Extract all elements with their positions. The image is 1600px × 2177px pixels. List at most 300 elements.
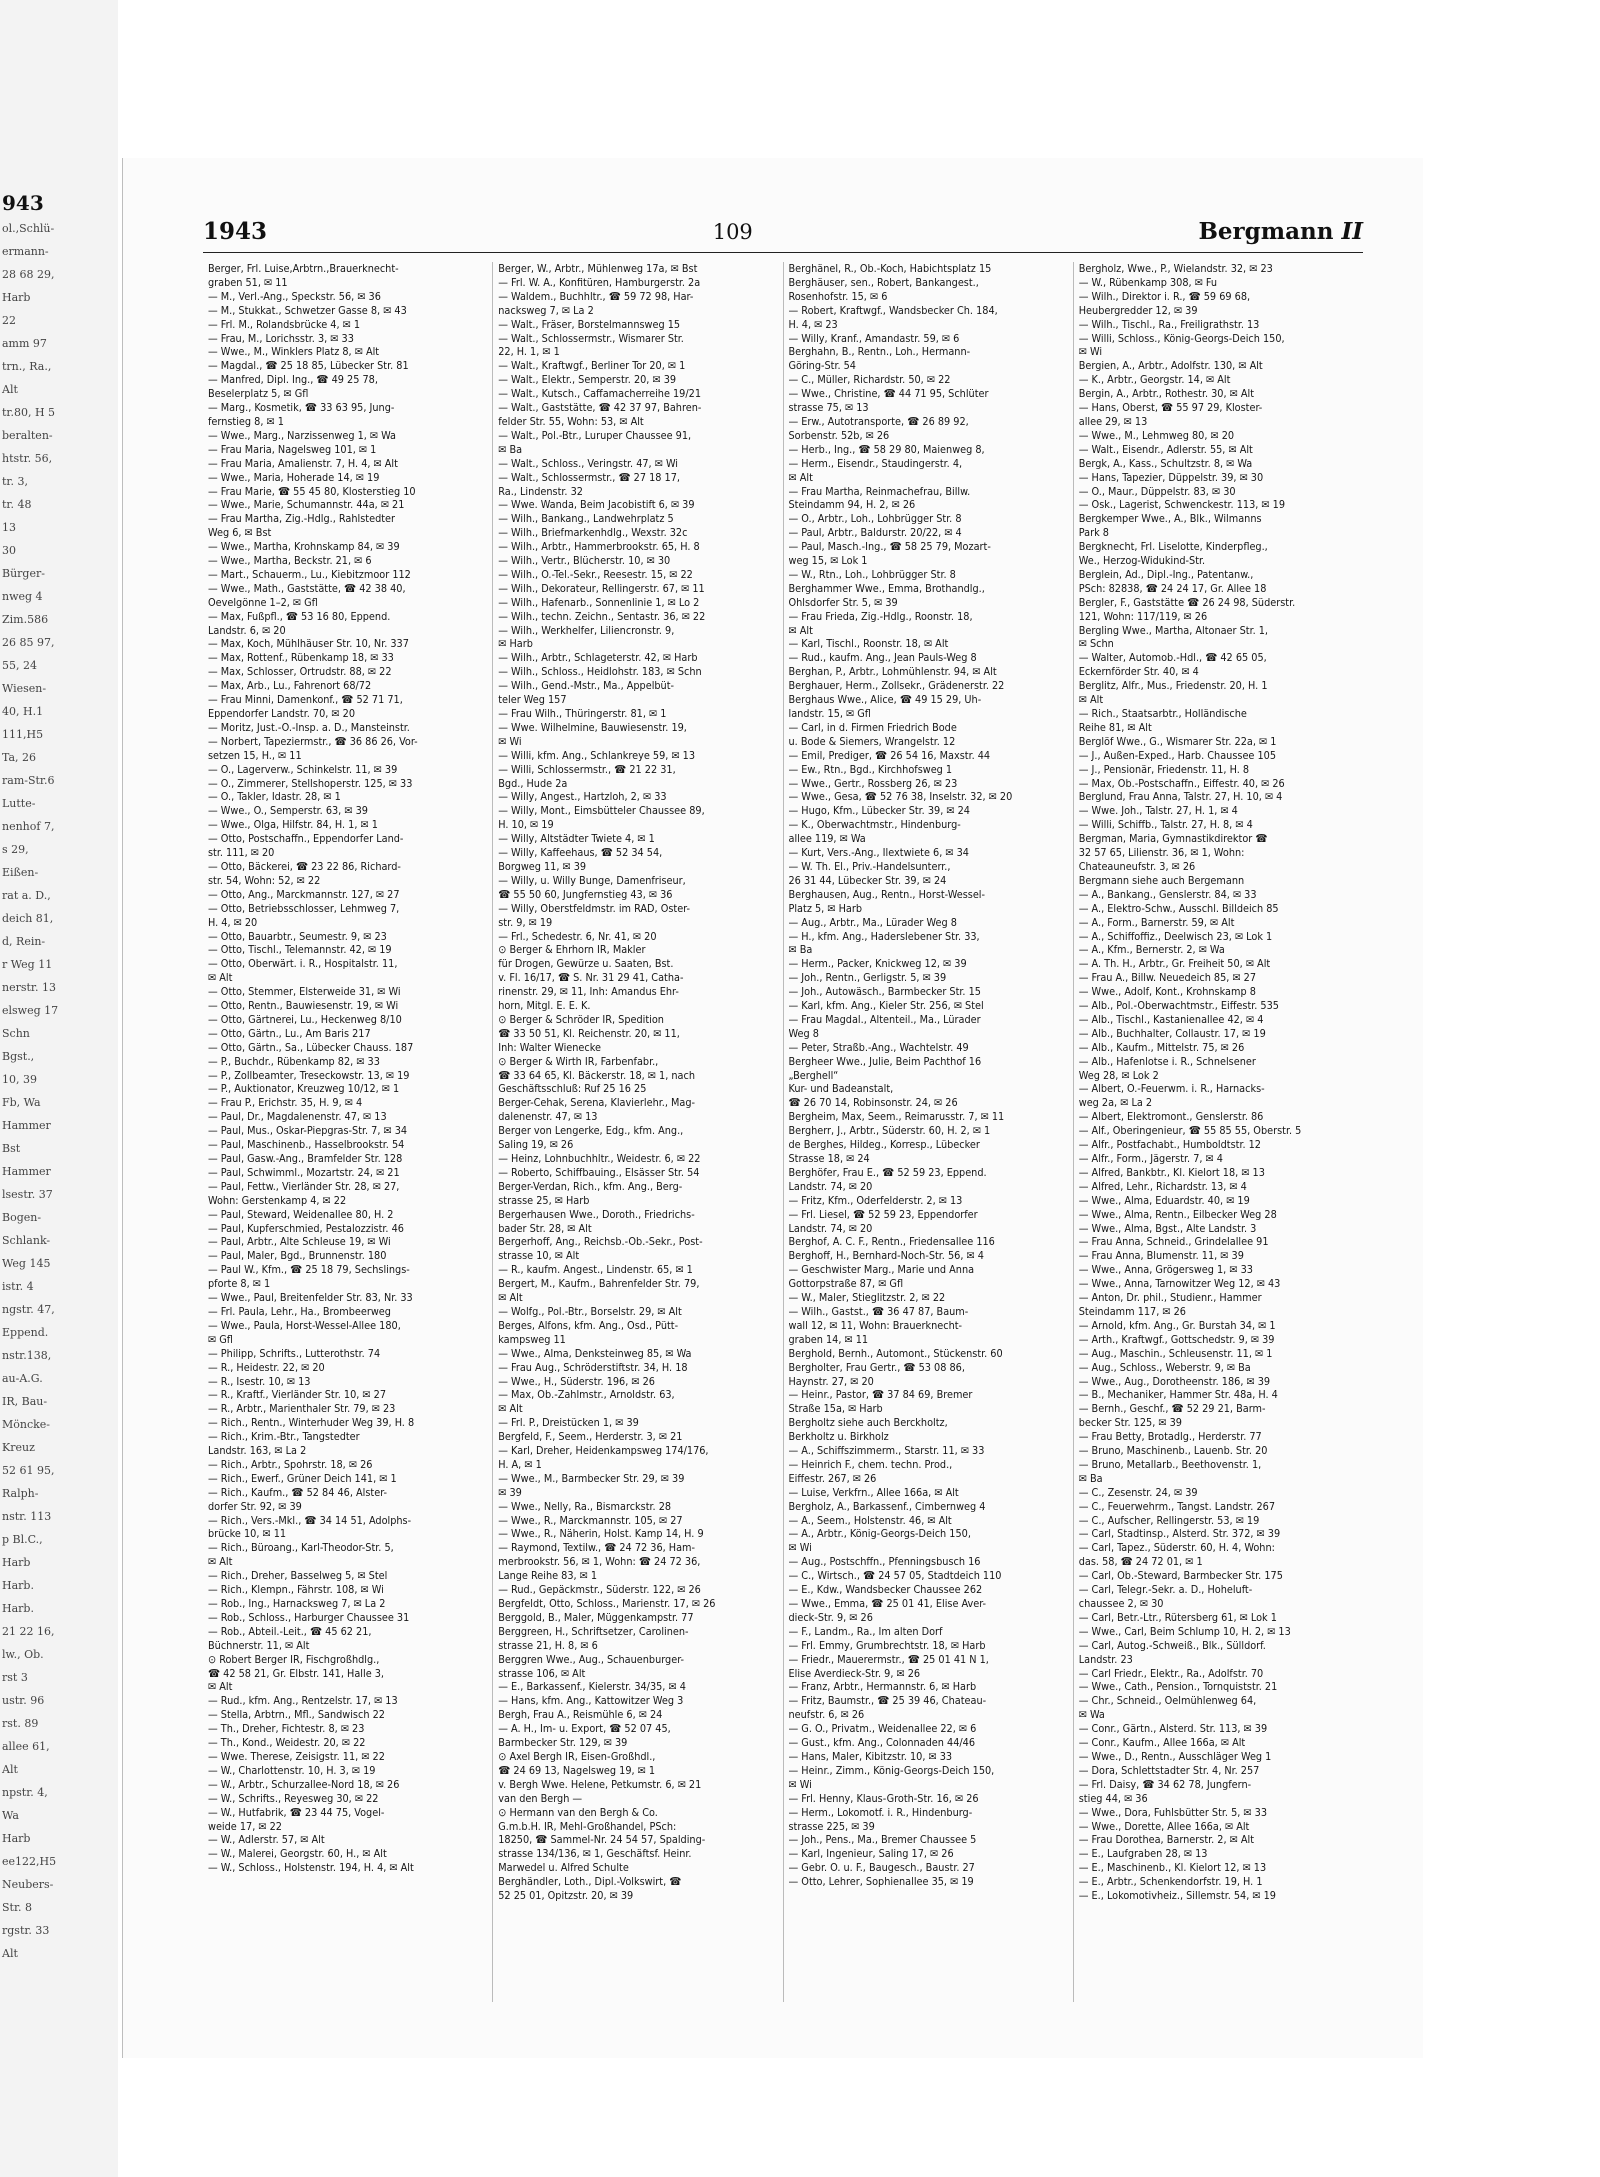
directory-entry: Inh: Walter Wienecke	[498, 1040, 601, 1054]
directory-entry: — Walt., Schlossermstr., Wismarer Str.	[498, 331, 684, 345]
directory-entry: ✉ Gfl	[208, 1332, 233, 1346]
directory-entry: Berger von Lengerke, Edg., kfm. Ang.,	[498, 1124, 684, 1138]
directory-entry: Bergerhausen Wwe., Doroth., Friedrichs-	[498, 1207, 695, 1221]
directory-entry: landstr. 15, ✉ Gfl	[788, 707, 871, 720]
directory-entry: — Dora, Schlettstadter Str. 4, Nr. 257	[1078, 1763, 1260, 1777]
directory-entry: Berghaus Wwe., Alice, ☎ 49 15 29, Uh-	[788, 693, 982, 707]
margin-fragment: allee 61,	[2, 1740, 50, 1753]
directory-entry: v. Bergh Wwe. Helene, Petkumstr. 6, ✉ 21	[498, 1777, 702, 1791]
directory-entry: — Rich., Ewerf., Grüner Deich 141, ✉ 1	[208, 1471, 397, 1485]
directory-entry: — Wwe., Cath., Pension., Tornquiststr. 21	[1078, 1680, 1278, 1694]
directory-entry: weide 17, ✉ 22	[208, 1819, 282, 1833]
directory-entry: — Alf., Oberingenieur, ☎ 55 85 55, Oberstr. 5	[1078, 1124, 1302, 1138]
directory-entry: — W., Schrifts., Reyesweg 30, ✉ 22	[208, 1791, 379, 1805]
directory-entry: 121, Wohn: 117/119, ✉ 26	[1078, 609, 1208, 623]
directory-entry: — Hans, Tapezier, Düppelstr. 39, ✉ 30	[1078, 470, 1264, 484]
directory-entry: Bergh, Frau A., Reismühle 6, ✉ 24	[498, 1708, 663, 1722]
directory-entry: — E., Barkassenf., Kielerstr. 34/35, ✉ 4	[498, 1680, 686, 1694]
directory-entry: — Otto, Postschaffn., Eppendorfer Land-	[208, 832, 404, 846]
directory-entry: — Karl, kfm. Ang., Kieler Str. 256, ✉ Stel	[788, 999, 984, 1013]
directory-entry: — Carl Friedr., Elektr., Ra., Adolfstr. 70	[1078, 1666, 1264, 1680]
directory-entry: — W., Rübenkamp 308, ✉ Fu	[1078, 275, 1218, 289]
directory-entry: — Willy, u. Willy Bunge, Damenfriseur,	[498, 873, 686, 887]
directory-entry: — Wwe., Adolf, Kont., Krohnskamp 8	[1078, 985, 1256, 999]
margin-fragment: Alt	[2, 1763, 18, 1776]
directory-entry: — Paul, Masch.-Ing., ☎ 58 25 79, Mozart-	[788, 540, 991, 554]
directory-entry: — Rich., Staatsarbtr., Holländische	[1078, 707, 1247, 720]
directory-entry: — K., Arbtr., Georgstr. 14, ✉ Alt	[1078, 373, 1231, 387]
margin-fragment: 28 68 29,	[2, 268, 55, 281]
directory-entry: — Wwe., Marie, Schumannstr. 44a, ✉ 21	[208, 498, 405, 512]
directory-entry: H. 4, ✉ 20	[208, 915, 258, 929]
directory-entry: — Paul, Mus., Oskar-Piepgras-Str. 7, ✉ 34	[208, 1124, 408, 1138]
directory-entry: Berges, Alfons, kfm. Ang., Osd., Pütt-	[498, 1318, 679, 1332]
margin-fragment: rst 3	[2, 1671, 28, 1684]
directory-entry: — Paul, Steward, Weidenallee 80, H. 2	[208, 1207, 394, 1221]
directory-entry: — Th., Dreher, Fichtestr. 8, ✉ 23	[208, 1722, 365, 1736]
directory-entry: Bergheim, Max, Seem., Reimarusstr. 7, ✉ 11	[788, 1110, 1005, 1124]
directory-entry: Landstr. 23	[1078, 1652, 1133, 1666]
directory-entry: ☎ 55 50 60, Jungfernstieg 43, ✉ 36	[498, 887, 673, 901]
directory-entry: — Wwe., Martha, Beckstr. 21, ✉ 6	[208, 554, 372, 568]
margin-fragment: Hammer	[2, 1119, 51, 1132]
directory-entry: — W., Hutfabrik, ☎ 23 44 75, Vogel-	[208, 1805, 385, 1819]
directory-entry: — Waldem., Buchhltr., ☎ 59 72 98, Har-	[498, 289, 694, 303]
directory-entry: — P., Buchdr., Rübenkamp 82, ✉ 33	[208, 1054, 380, 1068]
margin-fragment: Eppend.	[2, 1326, 49, 1339]
directory-entry: — Paul, Maler, Bgd., Brunnenstr. 180	[208, 1249, 387, 1263]
directory-entry: 26 31 44, Lübecker Str. 39, ✉ 24	[788, 873, 947, 887]
margin-fragment: IR, Bau-	[2, 1395, 48, 1408]
directory-entry: Bergman, Maria, Gymnastikdirektor ☎	[1078, 832, 1268, 846]
directory-entry: ✉ Schn	[1078, 637, 1114, 651]
directory-entry: ☎ 33 50 51, Kl. Reichenstr. 20, ✉ 11,	[498, 1026, 680, 1040]
directory-entry: — Paul, Kupferschmied, Pestalozzistr. 46	[208, 1221, 404, 1235]
margin-fragment: 52 61 95,	[2, 1464, 55, 1477]
directory-entry: — R., Kraftf., Vierländer Str. 10, ✉ 27	[208, 1388, 386, 1402]
directory-entry: — Otto, Stemmer, Elsterweide 31, ✉ Wi	[208, 985, 401, 999]
directory-entry: — C., Wirtsch., ☎ 24 57 05, Stadtdeich 110	[788, 1569, 1002, 1583]
directory-entry: das. 58, ☎ 24 72 01, ✉ 1	[1078, 1555, 1203, 1569]
directory-entry: — Frl. Henny, Klaus-Groth-Str. 16, ✉ 26	[788, 1791, 979, 1805]
directory-entry: — Heinr., Pastor, ☎ 37 84 69, Bremer	[788, 1388, 973, 1402]
directory-entry: Ra., Lindenstr. 32	[498, 484, 583, 498]
directory-entry: — A., Schiffszimmerm., Starstr. 11, ✉ 33	[788, 1444, 985, 1458]
directory-entry: — Otto, Lehrer, Sophienallee 35, ✉ 19	[788, 1875, 974, 1889]
directory-entry: ⊙ Berger & Wirth IR, Farbenfabr.,	[498, 1054, 659, 1068]
directory-entry: Haynstr. 27, ✉ 20	[788, 1374, 874, 1388]
directory-entry: Berger-Verdan, Rich., kfm. Ang., Berg-	[498, 1179, 683, 1193]
directory-entry: — Wwe., D., Rentn., Ausschläger Weg 1	[1078, 1749, 1272, 1763]
margin-fragment: p Bl.C.,	[2, 1533, 43, 1546]
margin-fragment: Bogen-	[2, 1211, 42, 1224]
directory-entry: — Stella, Arbtrn., Mfl., Sandwisch 22	[208, 1708, 385, 1722]
directory-entry: Wohn: Gerstenkamp 4, ✉ 22	[208, 1193, 347, 1207]
directory-entry: — J., Außen-Exped., Harb. Chaussee 105	[1078, 748, 1277, 762]
directory-entry: — Carl, Betr.-Ltr., Rütersberg 61, ✉ Lok 1	[1078, 1610, 1277, 1624]
column-1	[203, 262, 493, 2002]
directory-entry: Bgd., Hude 2a	[498, 776, 568, 790]
directory-entry: — R., Isestr. 10, ✉ 13	[208, 1374, 311, 1388]
directory-entry: — Wwe. Wilhelmine, Bauwiesenstr. 19,	[498, 720, 687, 734]
directory-entry: — Otto, Bauarbtr., Seumestr. 9, ✉ 23	[208, 929, 387, 943]
directory-entry: — Wwe., Christine, ☎ 44 71 95, Schlüter	[788, 387, 989, 401]
directory-entry: — Gebr. O. u. F., Baugesch., Baustr. 27	[788, 1861, 975, 1875]
directory-entry: — P., Zollbeamter, Treseckowstr. 13, ✉ 19	[208, 1068, 410, 1082]
directory-entry: — Frau P., Erichstr. 35, H. 9, ✉ 4	[208, 1096, 363, 1110]
margin-fragment: 21 22 16,	[2, 1625, 55, 1638]
header-year: 1943	[203, 218, 268, 245]
directory-entry: Berglein, Ad., Dipl.-Ing., Patentanw.,	[1078, 567, 1254, 581]
directory-entry: — Wwe., Gertr., Rossberg 26, ✉ 23	[788, 776, 958, 790]
directory-entry: ✉ Wi	[498, 734, 522, 748]
running-title-name: Bergmann	[1198, 218, 1334, 245]
directory-entry: — Otto, Tischl., Telemannstr. 42, ✉ 19	[208, 943, 392, 957]
directory-entry: ☎ 42 58 21, Gr. Elbstr. 141, Halle 3,	[208, 1666, 385, 1680]
directory-entry: — Joh., Autowäsch., Barmbecker Str. 15	[788, 985, 981, 999]
directory-entry: allee 119, ✉ Wa	[788, 832, 866, 846]
directory-entry: Eiffestr. 267, ✉ 26	[788, 1471, 877, 1485]
directory-entry: — Frau Aug., Schröderstiftstr. 34, H. 18	[498, 1360, 688, 1374]
margin-fragment: ol.,Schlü-	[2, 222, 55, 235]
directory-entry: — Paul, Arbtr., Alte Schleuse 19, ✉ Wi	[208, 1235, 391, 1249]
column-3	[784, 262, 1074, 2002]
directory-entry: str. 54, Wohn: 52, ✉ 22	[208, 873, 321, 887]
directory-entry: — Rich., Büroang., Karl-Theodor-Str. 5,	[208, 1541, 394, 1555]
directory-entry: — Albert, O.-Feuerwm. i. R., Harnacks-	[1078, 1082, 1265, 1096]
directory-entry: — Conr., Gärtn., Alsterd. Str. 113, ✉ 39	[1078, 1722, 1268, 1736]
directory-entry: — Carl, Stadtinsp., Alsterd. Str. 372, ✉ 39	[1078, 1527, 1281, 1541]
directory-entry: — Albert, Elektromont., Genslerstr. 86	[1078, 1110, 1264, 1124]
directory-entry: — Willi, Schiffb., Talstr. 27, H. 8, ✉ 4	[1078, 818, 1253, 832]
directory-entry: — Raymond, Textilw., ☎ 24 72 36, Ham-	[498, 1541, 696, 1555]
directory-entry: — Paul, Dr., Magdalenenstr. 47, ✉ 13	[208, 1110, 387, 1124]
margin-fragment: 30	[2, 544, 16, 557]
directory-entry: — Philipp, Schrifts., Lutterothstr. 74	[208, 1346, 381, 1360]
directory-entry: — C., Zesenstr. 24, ✉ 39	[1078, 1485, 1198, 1499]
directory-entry: — Wwe., Olga, Hilfstr. 84, H. 1, ✉ 1	[208, 818, 378, 832]
directory-entry: ☎ 24 69 13, Nagelsweg 19, ✉ 1	[498, 1763, 656, 1777]
directory-entry: — Otto, Betriebsschlosser, Lehmweg 7,	[208, 901, 400, 915]
margin-fragment: Wiesen-	[2, 682, 47, 695]
directory-page	[122, 158, 1423, 2058]
margin-fragment: lw., Ob.	[2, 1648, 44, 1661]
directory-entry: — Hans, kfm. Ang., Kattowitzer Weg 3	[498, 1694, 684, 1708]
directory-entry: — Frl. W. A., Konfitüren, Hamburgerstr. 2a	[498, 275, 701, 289]
directory-entry: strasse 106, ✉ Alt	[498, 1666, 586, 1680]
directory-entry: 22, H. 1, ✉ 1	[498, 345, 560, 359]
margin-fragment: Harb.	[2, 1602, 34, 1615]
directory-entry: — Walt., Kraftwgf., Berliner Tor 20, ✉ 1	[498, 359, 686, 373]
directory-entry: — Frau Maria, Nagelsweg 101, ✉ 1	[208, 442, 377, 456]
directory-entry: — Wwe., Paul, Breitenfelder Str. 83, Nr. 33	[208, 1291, 413, 1305]
directory-entry: — Wwe. Therese, Zeisigstr. 11, ✉ 22	[208, 1749, 385, 1763]
directory-entry: — Wwe., M., Lehmweg 80, ✉ 20	[1078, 428, 1235, 442]
directory-entry: — Walt., Eisendr., Adlerstr. 55, ✉ Alt	[1078, 442, 1253, 456]
directory-entry: fernstieg 8, ✉ 1	[208, 414, 284, 428]
directory-entry: Bergmann siehe auch Bergemann	[1078, 873, 1245, 887]
directory-entry: — Alb., Kaufm., Mittelstr. 75, ✉ 26	[1078, 1040, 1245, 1054]
directory-entry: — Willy, Kranf., Amandastr. 59, ✉ 6	[788, 331, 960, 345]
directory-entry: Kur- und Badeanstalt,	[788, 1082, 894, 1096]
directory-entry: — R., Arbtr., Marienthaler Str. 79, ✉ 23	[208, 1402, 396, 1416]
margin-fragment: ermann-	[2, 245, 49, 258]
directory-entry: — Robert, Kraftwgf., Wandsbecker Ch. 184,	[788, 303, 998, 317]
directory-entry: Berglitz, Alfr., Mus., Friedenstr. 20, H. 1	[1078, 679, 1268, 693]
directory-entry: ✉ Alt	[1078, 693, 1104, 707]
directory-entry: Bergler, F., Gaststätte ☎ 26 24 98, Süderstr.	[1078, 595, 1296, 609]
margin-fragment: Harb	[2, 291, 31, 304]
directory-entry: — R., kaufm. Angest., Lindenstr. 65, ✉ 1	[498, 1263, 693, 1277]
margin-fragment: Harb	[2, 1556, 31, 1569]
directory-entry: — Arnold, kfm. Ang., Gr. Burstah 34, ✉ 1	[1078, 1318, 1276, 1332]
directory-entry: — Geschwister Marg., Marie und Anna	[788, 1263, 975, 1277]
directory-entry: — Frau Frieda, Zig.-Hdlg., Roonstr. 18,	[788, 609, 973, 623]
directory-entry: ✉ Wi	[1078, 345, 1103, 359]
directory-entry: — W., Charlottenstr. 10, H. 3, ✉ 19	[208, 1763, 376, 1777]
margin-fragment: Kreuz	[2, 1441, 35, 1454]
directory-entry: ✉ Alt	[498, 1402, 523, 1416]
margin-fragment: r Weg 11	[2, 958, 53, 971]
directory-entry: — Herm., Packer, Knickweg 12, ✉ 39	[788, 957, 967, 971]
directory-entry: Landstr. 163, ✉ La 2	[208, 1444, 307, 1458]
directory-entry: Berghoff, H., Bernhard-Noch-Str. 56, ✉ 4	[788, 1249, 984, 1263]
directory-entry: Weg 8	[788, 1026, 819, 1040]
directory-entry: — A., Form., Barnerstr. 59, ✉ Alt	[1078, 915, 1235, 929]
margin-fragment: lsestr. 37	[2, 1188, 53, 1201]
directory-entry: — Rich., Klempn., Fährstr. 108, ✉ Wi	[208, 1583, 384, 1597]
directory-entry: — A. Th. H., Arbtr., Gr. Freiheit 50, ✉ Alt	[1078, 957, 1271, 971]
directory-entry: — Anton, Dr. phil., Studienr., Hammer	[1078, 1291, 1262, 1305]
directory-entry: Bergkemper Wwe., A., Blk., Wilmanns	[1078, 512, 1262, 526]
margin-fragment: tr. 48	[2, 498, 32, 511]
directory-entry: Büchnerstr. 11, ✉ Alt	[208, 1638, 310, 1652]
directory-entry: — Wwe., Anna, Grögersweg 1, ✉ 33	[1078, 1263, 1253, 1277]
directory-entry: ✉ Alt	[788, 623, 813, 637]
directory-entry: — Hans, Oberst, ☎ 55 97 29, Kloster-	[1078, 401, 1263, 415]
directory-entry: — Fritz, Baumstr., ☎ 25 39 46, Chateau-	[788, 1694, 987, 1708]
directory-entry: — Walt., Elektr., Semperstr. 20, ✉ 39	[498, 373, 677, 387]
directory-entry: Beselerplatz 5, ✉ Gfl	[208, 387, 309, 401]
directory-entry: Barmbecker Str. 129, ✉ 39	[498, 1736, 628, 1750]
directory-entry: — Walt., Kutsch., Caffamacherreihe 19/21	[498, 387, 701, 401]
directory-entry: strasse 10, ✉ Alt	[498, 1249, 580, 1263]
directory-entry: — Frl. P., Dreistücken 1, ✉ 39	[498, 1416, 639, 1430]
directory-entry: brücke 10, ✉ 11	[208, 1527, 287, 1541]
directory-entry: merbrookstr. 56, ✉ 1, Wohn: ☎ 24 72 36,	[498, 1555, 701, 1569]
directory-entry: — Frau Betty, Brotadlg., Herderstr. 77	[1078, 1430, 1262, 1444]
directory-entry: — Manfred, Dipl. Ing., ☎ 49 25 78,	[208, 373, 378, 387]
directory-entry: — Alb., Tischl., Kastanienallee 42, ✉ 4	[1078, 1012, 1264, 1026]
directory-entry: Berglund, Frau Anna, Talstr. 27, H. 10, ✉ 4	[1078, 790, 1283, 804]
margin-fragment: Zim.586	[2, 613, 49, 626]
directory-entry: — Hans, Maler, Kibitzstr. 10, ✉ 33	[788, 1749, 953, 1763]
directory-entry: — Emil, Prediger, ☎ 26 54 16, Maxstr. 44	[788, 748, 991, 762]
directory-entry: neufstr. 6, ✉ 26	[788, 1708, 865, 1722]
margin-fragment: Ta, 26	[2, 751, 37, 764]
directory-entry: Berghäuser, sen., Robert, Bankangest.,	[788, 275, 979, 289]
directory-entry: graben 14, ✉ 11	[788, 1332, 869, 1346]
directory-entry: — Wwe., Maria, Hoherade 14, ✉ 19	[208, 470, 380, 484]
directory-entry: H. 4, ✉ 23	[788, 317, 838, 331]
directory-entry: — Willy, Kaffeehaus, ☎ 52 34 54,	[498, 846, 663, 860]
directory-entry: — Frau Maria, Amalienstr. 7, H. 4, ✉ Alt	[208, 456, 398, 470]
directory-entry: dieck-Str. 9, ✉ 26	[788, 1610, 873, 1624]
directory-entry: — Otto, Gärtnerei, Lu., Heckenweg 8/10	[208, 1012, 402, 1026]
directory-entry: — Wwe., Anna, Tarnowitzer Weg 12, ✉ 43	[1078, 1277, 1281, 1291]
directory-entry: — Wilh., O.-Tel.-Sekr., Reesestr. 15, ✉ 22	[498, 567, 693, 581]
directory-entry: — Frl. Liesel, ☎ 52 59 23, Eppendorfer	[788, 1207, 978, 1221]
directory-entry: ☎ 33 64 65, Kl. Bäckerstr. 18, ✉ 1, nach	[498, 1068, 695, 1082]
directory-entry: ✉ Alt	[498, 1291, 523, 1305]
directory-entry: — Alfr., Postfachabt., Humboldtstr. 12	[1078, 1138, 1261, 1152]
directory-entry: — Wilh., Gend.-Mstr., Ma., Appelbüt-	[498, 679, 675, 693]
directory-entry: Weg 28, ✉ Lok 2	[1078, 1068, 1159, 1082]
directory-entry: — E., Kdw., Wandsbecker Chaussee 262	[788, 1583, 983, 1597]
directory-entry: — Wwe., Marg., Narzissenweg 1, ✉ Wa	[208, 428, 397, 442]
directory-entry: — Rich., Dreher, Basselweg 5, ✉ Stel	[208, 1569, 388, 1583]
margin-fragment: Fb, Wa	[2, 1096, 41, 1109]
directory-entry: Berghänel, R., Ob.-Koch, Habichtsplatz 15	[788, 262, 992, 275]
page-number: 109	[712, 220, 753, 244]
directory-entry: — Karl, Tischl., Roonstr. 18, ✉ Alt	[788, 637, 949, 651]
directory-entry: allee 29, ✉ 13	[1078, 414, 1148, 428]
directory-entry: Bergheer Wwe., Julie, Beim Pachthof 16	[788, 1054, 982, 1068]
directory-entry: — Wwe., Alma, Denksteinweg 85, ✉ Wa	[498, 1346, 692, 1360]
directory-entry: — E., Lokomotivheiz., Sillemstr. 54, ✉ 19	[1078, 1889, 1276, 1903]
margin-fragment: 55, 24	[2, 659, 37, 672]
directory-entry: Bergholz, A., Barkassenf., Cimbernweg 4	[788, 1499, 986, 1513]
directory-entry: Park 8	[1078, 526, 1109, 540]
previous-page-edge	[0, 0, 118, 2177]
margin-fragment: istr. 4	[2, 1280, 34, 1293]
directory-entry: — Friedr., Mauerermstr., ☎ 25 01 41 N 1,	[788, 1652, 989, 1666]
directory-entry: — Herm., Eisendr., Staudingerstr. 4,	[788, 456, 963, 470]
directory-entry: — Heinz, Lohnbuchhltr., Weidestr. 6, ✉ 22	[498, 1152, 701, 1165]
directory-entry: strasse 75, ✉ 13	[788, 401, 869, 415]
directory-entry: — A., Bankang., Genslerstr. 84, ✉ 33	[1078, 887, 1257, 901]
directory-entry: — Wwe., Gesa, ☎ 52 76 38, Inselstr. 32, ✉ 20	[788, 790, 1013, 804]
directory-entry: — Gust., kfm. Ang., Colonnaden 44/46	[788, 1736, 976, 1750]
directory-entry: ✉ Harb	[498, 637, 533, 651]
directory-entry: — Norbert, Tapeziermstr., ☎ 36 86 26, Vor-	[208, 734, 418, 748]
directory-entry: ✉ Ba	[788, 943, 813, 957]
directory-entry: ⊙ Axel Bergh IR, Eisen-Großhdl.,	[498, 1749, 656, 1763]
margin-fragment: Weg 145	[2, 1257, 51, 1270]
directory-entry: — Frau Anna, Schneid., Grindelallee 91	[1078, 1235, 1269, 1249]
margin-fragment: 111,H5	[2, 728, 44, 741]
directory-entry: — R., Heidestr. 22, ✉ 20	[208, 1360, 325, 1374]
directory-entry: ✉ Wa	[1078, 1708, 1105, 1722]
directory-entry: — Bruno, Maschinenb., Lauenb. Str. 20	[1078, 1444, 1268, 1458]
margin-fragment: nstr.138,	[2, 1349, 52, 1362]
directory-entry: Berghahn, B., Rentn., Loh., Hermann-	[788, 345, 971, 359]
directory-entry: — Paul, Schwimml., Mozartstr. 24, ✉ 21	[208, 1165, 400, 1179]
margin-fragment: tr. 3,	[2, 475, 28, 488]
margin-fragment: Alt	[2, 383, 18, 396]
margin-fragment: beralten-	[2, 429, 53, 442]
margin-fragment: Wa	[2, 1809, 19, 1822]
directory-entry: — Wwe., Math., Gaststätte, ☎ 42 38 40,	[208, 581, 406, 595]
directory-entry: — Heinrich F., chem. techn. Prod.,	[788, 1457, 953, 1471]
directory-entry: — M., Stukkat., Schwetzer Gasse 8, ✉ 43	[208, 303, 407, 317]
directory-entry: — Wwe., Paula, Horst-Wessel-Allee 180,	[208, 1318, 401, 1332]
margin-fragment: trn., Ra.,	[2, 360, 52, 373]
directory-entry: — Paul, Gasw.-Ang., Bramfelder Str. 128	[208, 1152, 403, 1165]
directory-entry: — W. Th. El., Priv.-Handelsunterr.,	[788, 859, 951, 873]
margin-fragment: Möncke-	[2, 1418, 51, 1431]
directory-entry: — Wwe. Joh., Talstr. 27, H. 1, ✉ 4	[1078, 804, 1238, 818]
directory-entry: — Wwe., Martha, Krohnskamp 84, ✉ 39	[208, 540, 400, 554]
margin-fragment: s 29,	[2, 843, 29, 856]
directory-entry: Bergherr, J., Arbtr., Süderstr. 60, H. 2, ✉ 1	[788, 1124, 991, 1138]
directory-entry: — A., Seem., Holstenstr. 46, ✉ Alt	[788, 1513, 952, 1527]
directory-entry: — Hugo, Kfm., Lübecker Str. 39, ✉ 24	[788, 804, 970, 818]
directory-entry: — Luise, Verkfrn., Allee 166a, ✉ Alt	[788, 1485, 959, 1499]
margin-fragment: amm 97	[2, 337, 47, 350]
directory-entry: — Otto, Rentn., Bauwiesenstr. 19, ✉ Wi	[208, 999, 399, 1013]
directory-entry: — Frau Martha, Reinmachefrau, Billw.	[788, 484, 971, 498]
directory-entry: bader Str. 28, ✉ Alt	[498, 1221, 592, 1235]
directory-entry: — Frau Anna, Blumenstr. 11, ✉ 39	[1078, 1249, 1244, 1263]
directory-entry: Reihe 81, ✉ Alt	[1078, 720, 1152, 734]
directory-entry: — W., Arbtr., Schurzallee-Nord 18, ✉ 26	[208, 1777, 400, 1791]
directory-entry: — Max, Schlosser, Ortrudstr. 88, ✉ 22	[208, 665, 392, 679]
directory-entry: Rosenhofstr. 15, ✉ 6	[788, 289, 888, 303]
directory-entry: Ohlsdorfer Str. 5, ✉ 39	[788, 595, 898, 609]
directory-entry: — O., Lagerverw., Schinkelstr. 11, ✉ 39	[208, 762, 398, 776]
directory-entry: — Frau Dorothea, Barnerstr. 2, ✉ Alt	[1078, 1833, 1255, 1847]
directory-entry: — E., Arbtr., Schenkendorfstr. 19, H. 1	[1078, 1875, 1263, 1889]
directory-entry: Straße 15a, ✉ Harb	[788, 1402, 883, 1416]
directory-entry: — Willi, Schlossermstr., ☎ 21 22 31,	[498, 762, 676, 776]
directory-entry: — Wwe., Alma, Bgst., Alte Landstr. 3	[1078, 1221, 1257, 1235]
directory-entry: — Osk., Lagerist, Schwenckestr. 113, ✉ 19	[1078, 498, 1285, 512]
directory-entry: — Marg., Kosmetik, ☎ 33 63 95, Jung-	[208, 401, 395, 415]
directory-entry: Steindamm 117, ✉ 26	[1078, 1304, 1186, 1318]
directory-entry: Berghöfer, Frau E., ☎ 52 59 23, Eppend.	[788, 1165, 987, 1179]
directory-columns	[203, 262, 1363, 2002]
directory-entry: Berghof, A. C. F., Rentn., Friedensallee 116	[788, 1235, 995, 1249]
directory-entry: weg 2a, ✉ La 2	[1078, 1096, 1153, 1110]
margin-fragment: Neubers-	[2, 1878, 54, 1891]
directory-entry: — Otto, Bäckerei, ☎ 23 22 86, Richard-	[208, 859, 401, 873]
directory-entry: — Alb., Hafenlotse i. R., Schnelsener	[1078, 1054, 1256, 1068]
directory-entry: ✉ Ba	[1078, 1471, 1103, 1485]
directory-entry: — A., Kfm., Bernerstr. 2, ✉ Wa	[1078, 943, 1225, 957]
directory-entry: strasse 134/136, ✉ 1, Geschäftsf. Heinr.	[498, 1847, 692, 1861]
directory-entry: — Heinr., Zimm., König-Georgs-Deich 150,	[788, 1763, 995, 1777]
directory-entry: — Frl., Schedestr. 6, Nr. 41, ✉ 20	[498, 929, 657, 943]
directory-entry: — P., Auktionator, Kreuzweg 10/12, ✉ 1	[208, 1082, 400, 1096]
directory-entry: — Wilh., Briefmarkenhdlg., Wexstr. 32c	[498, 526, 688, 540]
directory-entry: — Otto, Ang., Marckmannstr. 127, ✉ 27	[208, 887, 400, 901]
directory-entry: — Wwe., R., Marckmannstr. 105, ✉ 27	[498, 1513, 683, 1527]
directory-entry: — Frl. Paula, Lehr., Ha., Brombeerweg	[208, 1304, 391, 1318]
directory-entry: Berghausen, Aug., Rentn., Horst-Wessel-	[788, 887, 986, 901]
directory-entry: — K., Oberwachtmstr., Hindenburg-	[788, 818, 961, 832]
directory-entry: — O., Takler, Idastr. 28, ✉ 1	[208, 790, 341, 804]
directory-entry: — Rich., Kaufm., ☎ 52 84 46, Alster-	[208, 1485, 388, 1499]
directory-entry: — Otto, Oberwärt. i. R., Hospitalstr. 11,	[208, 957, 398, 971]
directory-entry: Elise Averdieck-Str. 9, ✉ 26	[788, 1666, 921, 1680]
directory-entry: — Wilh., Schloss., Heidlohstr. 183, ✉ Schn	[498, 665, 702, 679]
directory-entry: — A. H., Im- u. Export, ☎ 52 07 45,	[498, 1722, 671, 1736]
directory-entry: — Joh., Pens., Ma., Bremer Chaussee 5	[788, 1833, 977, 1847]
directory-entry: — Alb., Buchhalter, Collaustr. 17, ✉ 19	[1078, 1026, 1266, 1040]
directory-entry: Berghändler, Loth., Dipl.-Volkswirt, ☎	[498, 1875, 682, 1889]
directory-entry: Heubergredder 12, ✉ 39	[1078, 303, 1198, 317]
